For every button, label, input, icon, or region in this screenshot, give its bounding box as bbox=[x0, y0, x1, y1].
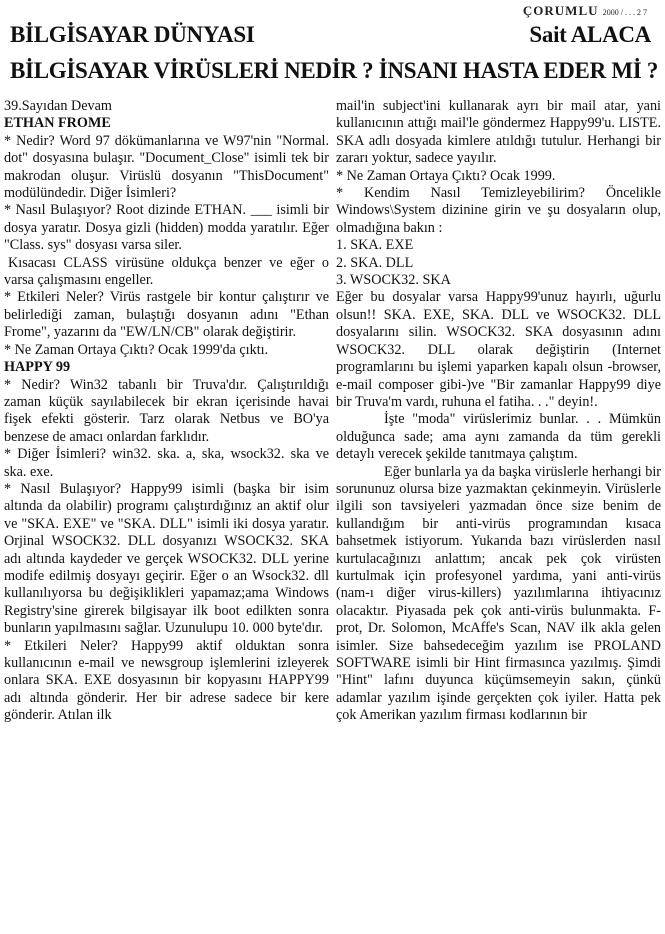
subheading-happy-99: HAPPY 99 bbox=[4, 359, 71, 376]
paragraph: * Nedir? Win32 tabanlı bir Truva'dır. Çalıştırıldığı zaman küçük sayılabilecek bir ekran içerisinde havai fişek efekti gösterir. Tarz olarak Netbus ve BO'ya benzese de amacı onlardan farklıdır. bbox=[4, 376, 329, 445]
section-title: BİLGİSAYAR DÜNYASI bbox=[10, 22, 255, 47]
masthead bbox=[523, 3, 647, 19]
author-name: Sait ALACA bbox=[529, 22, 651, 47]
paragraph: * Kendim Nasıl Temizleyebilirim? Öncelikle Windows\System dizinine girin ve şu dosyaların olup, olmadığına bakın : bbox=[336, 185, 661, 236]
paragraph: mail'in subject'ini kullanarak ayrı bir mail atar, yani kullanıcının attığı mail'le göndermez Happy99'u. LISTE. SKA adlı dosyada kimlere atıldığı tutulur. Herhangi bir zararı yoktur, sadece yayılır. bbox=[336, 98, 661, 167]
paragraph: * Ne Zaman Ortaya Çıktı? Ocak 1999'da çıktı. bbox=[4, 341, 269, 358]
paragraph: Eğer bunlarla ya da başka virüslerle herhangi bir sorununuz olursa bize yazmaktan çekinmeyin. Virüslerle ilgili son tavsiyeleri yazmadan önce size benim de kullandığım bir anti-virüs programından kısaca bahsetmek istiyorum. Yukarıda bazı virüslerden nasıl kurtulacağınızı anlattım; ancak pek çok virüsten kurtulmak için profesyonel yardıma, yani anti-virüs (nam-ı diğer virus-killers) yazılımlarına ihtiyacınız olacaktır. Piyasada pek çok anti-virüs bulunmakta. F-prot, Dr. Solomon, McAffe's Scan, NAV ilk akla gelen isimler. Size bahsedeceğim yazılım ise PROLAND SOFTWARE isimli bir Hint firmasınca yazılmış. Şimdi "Hint" lafını duyunca küçümsemeyin sakın, çünkü adamlar yazılım işinde gerçekten çok iyiler. Hatta pek çok Amerikan yazılım firması kodlarının bir bbox=[336, 463, 661, 724]
column-left bbox=[4, 98, 329, 934]
paragraph: * Etkileri Neler? Happy99 aktif olduktan sonra kullanıcının e-mail ve newsgroup işlemlerini izleyerek onlara SKA. EXE dosyasının bir kopyasını HAPPY99 adı altında gönderir. Her bir adrese sadece bir kere gönderir. Atılan ilk bbox=[4, 637, 329, 724]
paragraph: * Nasıl Bulaşıyor? Root dizinde ETHAN. ___ isimli bir dosya yaratır. Dosya gizli (hidden) modda yaratılır. Eğer "Class. sys" dosyası varsa siler. bbox=[4, 202, 329, 254]
article-headline: BİLGİSAYAR VİRÜSLERİ NEDİR ? İNSANI HASTA EDER Mİ ? bbox=[10, 58, 659, 83]
newspaper-name: ÇORUMLU bbox=[522, 3, 599, 18]
subheading-ethan-frome: ETHAN FROME bbox=[4, 115, 111, 132]
paragraph: * Diğer İsimleri? win32. ska. a, ska, wsock32. ska ve ska. exe. bbox=[4, 446, 329, 480]
paragraph: Eğer bu dosyalar varsa Happy99'unuz hayırlı, uğurlu olsun!! SKA. EXE, SKA. DLL ve WSOCK32. DLL dosyalarını silin. WSOCK32. SKA dosyasının adını WSOCK32. DLL olarak değiştirin (Internet programlarını bu işlemi yaparken kapalı olsun -browser, e-mail composer gibi-)ve "Bir zamanlar Happy99 diye bir Truva'm vardı, ruhuna el fatiha. . ." deyin!. bbox=[336, 289, 661, 410]
paragraph: İşte "moda" virüslerimiz bunlar. . . Mümkün olduğunca sade; ama aynı zamanda da tüm gerekli detaylı verecek şekilde tanıtmaya çalıştım. bbox=[336, 411, 661, 463]
section-header bbox=[10, 22, 651, 52]
issue-date: 2000 / . . . 2 7 bbox=[602, 8, 647, 17]
list-item: 2. SKA. DLL bbox=[336, 254, 414, 271]
list-item: 1. SKA. EXE bbox=[336, 237, 414, 254]
list-item: 3. WSOCK32. SKA bbox=[336, 272, 451, 289]
paragraph: * Etkileri Neler? Virüs rastgele bir kontur çalıştırır ve belirlediği zaman, bulaştığı dosyanın adını "Ethan Frome", yazarını da "EW/LN/CB" olarak değiştirir. bbox=[4, 289, 329, 341]
paragraph: * Ne Zaman Ortaya Çıktı? Ocak 1999. bbox=[336, 167, 556, 184]
article-body bbox=[4, 98, 661, 934]
continuation-note: 39.Sayıdan Devam bbox=[4, 98, 112, 114]
paragraph: * Nasıl Bulaşıyor? Happy99 isimli (başka bir isim altında da olabilir) programı çalıştırdığınız an aktif olur ve "SKA. EXE" ve "SKA. DLL" isimli iki dosya yaratır. Orjinal WSOCK32. DLL dosyanızı WSOCK32. SKA adı altında kaydeder ve gerçek WSOCK32. DLL yerine modife edilmiş dosyayı geçirir. Eğer o an Wsock32. dll kullanılıyorsa bu değişiklikleri yapamaz;ama Windows Registry'sine girerek bilgisayar ilk boot edilkten sonra bunların yapılmasını sağlar. Uzunulupu 10. 000 byte'dır. bbox=[4, 480, 329, 637]
paragraph: Kısacası CLASS virüsüne oldukça benzer ve eğer o varsa çalışmasını engeller. bbox=[4, 254, 329, 289]
paragraph: * Nedir? Word 97 dökümanlarına ve W97'nin "Normal. dot" dosyasına bulaşır. "Document_Close" isimli tek bir makrodan oluşur. Virüslü dosyanın "ThisDocument" modülündedir. Diğer İsimleri? bbox=[4, 132, 329, 202]
column-right bbox=[336, 98, 661, 934]
